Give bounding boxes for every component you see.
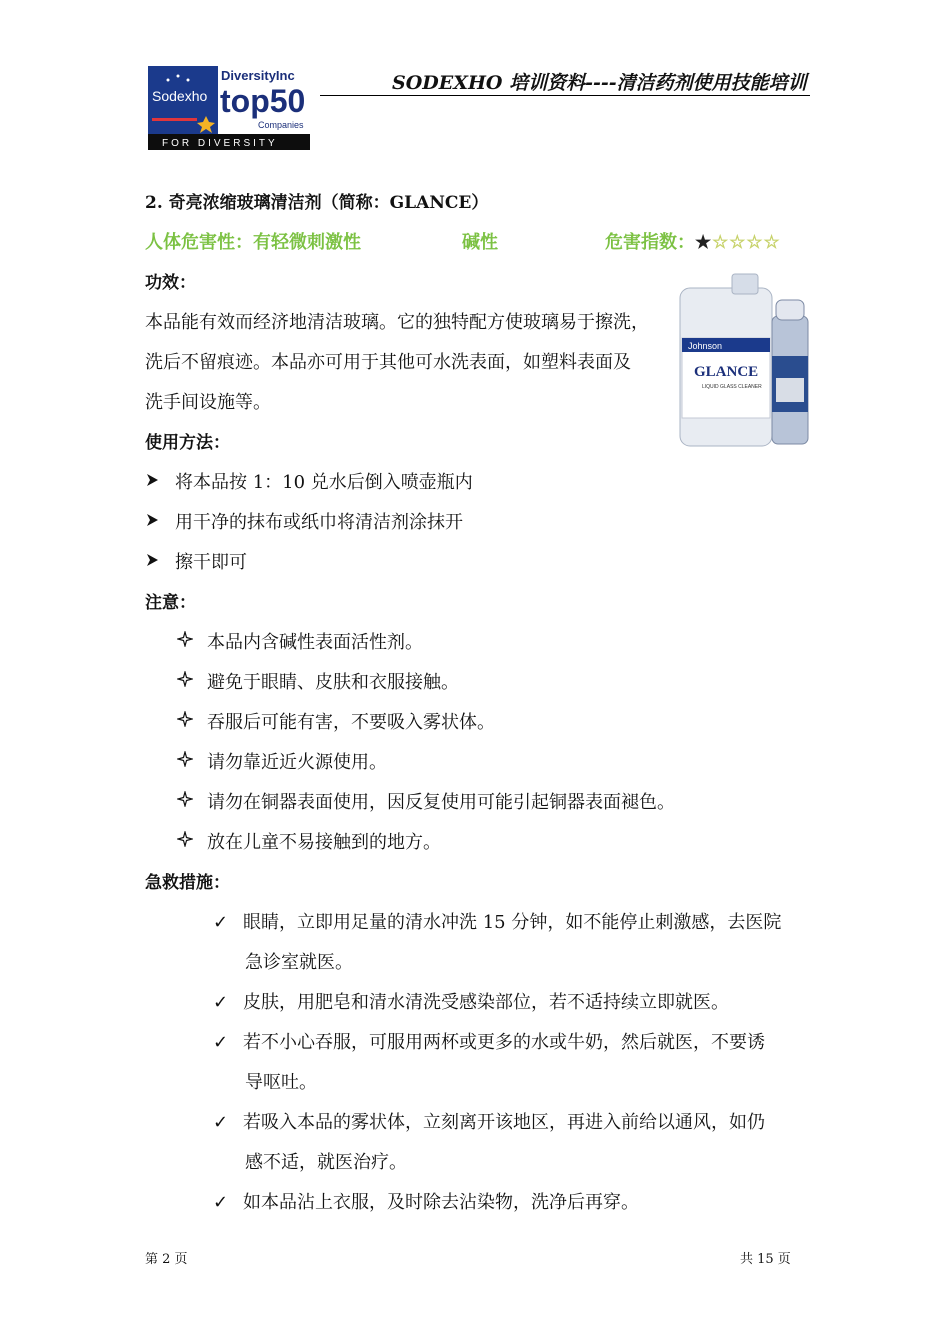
list-item [145,468,473,494]
note-text: 吞服后可能有害，不要吸入雾状体。 [207,712,495,733]
first-aid-text: 若不小心吞服，可服用两杯或更多的水或牛奶，然后就医，不要诱 [243,1032,765,1053]
hazard-type: 碱性 [462,232,498,253]
company-logo [148,66,310,150]
usage-step: 将本品按 1：10 兑水后倒入喷壶瓶内 [175,472,473,493]
sparkle-bullet-icon [177,631,207,652]
list-item [145,508,463,534]
list-item [177,828,441,854]
sodexho-diversity-logo-icon [148,66,310,150]
note-text: 放在儿童不易接触到的地方。 [207,832,441,853]
checkmark-icon: ✓ [213,1112,229,1133]
list-item [213,1188,639,1214]
list-item [213,1028,765,1054]
note-text: 请勿在铜器表面使用，因反复使用可能引起铜器表面褪色。 [207,792,675,813]
arrow-bullet-icon [145,511,175,532]
arrow-bullet-icon [145,471,175,492]
first-aid-text: 眼睛，立即用足量的清水冲洗 15 分钟，如不能停止刺激感，去医院 [243,912,782,933]
product-image [672,270,812,452]
checkmark-icon: ✓ [213,912,229,933]
sparkle-bullet-icon [177,751,207,772]
checkmark-icon: ✓ [213,1192,229,1213]
efficacy-heading: 功效： [145,273,196,293]
section-title: 2. 奇亮浓缩玻璃清洁剂（简称：GLANCE） [145,193,489,213]
page-number: 第 2 页 [145,1252,188,1267]
svg-text:top50: top50 [220,83,306,119]
page-total: 共 15 页 [740,1252,791,1267]
first-aid-text: 如本品沾上衣服，及时除去沾染物，洗净后再穿。 [243,1192,639,1213]
document-header-title: SODEXHO 培训资料----清洁药剂使用技能培训 [392,72,807,94]
sparkle-bullet-icon [177,791,207,812]
list-item [177,708,495,734]
efficacy-line: 洗手间设施等。 [145,392,271,413]
svg-text:DiversityInc: DiversityInc [221,68,295,83]
glance-product-icon [672,270,812,452]
hazard-human: 人体危害性：有轻微刺激性 [145,232,361,253]
usage-step: 擦干即可 [175,552,247,573]
list-item [145,548,247,574]
first-aid-continuation: 感不适，就医治疗。 [245,1152,407,1173]
sparkle-bullet-icon [177,671,207,692]
svg-text:GLANCE: GLANCE [694,364,759,380]
svg-text:Companies: Companies [258,120,304,130]
note-text: 请勿靠近近火源使用。 [207,752,387,773]
efficacy-line: 洗后不留痕迹。本品亦可用于其他可水洗表面，如塑料表面及 [145,352,631,373]
svg-text:Sodexho: Sodexho [152,88,208,104]
list-item [177,748,387,774]
checkmark-icon: ✓ [213,992,229,1013]
hazard-rating-stars [695,232,781,253]
hazard-index [605,228,781,254]
sparkle-bullet-icon [177,831,207,852]
first-aid-continuation: 急诊室就医。 [245,952,353,973]
list-item [177,628,423,654]
notes-heading: 注意： [145,593,196,613]
usage-heading: 使用方法： [145,433,230,453]
list-item [213,988,729,1014]
list-item [177,668,459,694]
sparkle-bullet-icon [177,711,207,732]
list-item [177,788,675,814]
first-aid-heading: 急救措施： [145,873,230,893]
first-aid-text: 若吸入本品的雾状体，立刻离开该地区，再进入前给以通风，如仍 [243,1112,765,1133]
svg-text:LIQUID GLASS CLEANER: LIQUID GLASS CLEANER [702,384,762,390]
header-divider [320,95,810,96]
list-item [213,908,781,934]
svg-text:FOR DIVERSITY: FOR DIVERSITY [162,138,278,149]
first-aid-continuation: 导呕吐。 [245,1072,317,1093]
checkmark-icon: ✓ [213,1032,229,1053]
star-empty-icon: ☆☆☆☆ [712,232,781,253]
hazard-index-label: 危害指数： [605,232,695,253]
efficacy-line: 本品能有效而经济地清洁玻璃。它的独特配方使玻璃易于擦洗， [145,312,649,333]
svg-text:Johnson: Johnson [688,341,723,351]
star-filled-icon: ★ [695,232,713,253]
usage-step: 用干净的抹布或纸巾将清洁剂涂抹开 [175,512,463,533]
first-aid-text: 皮肤，用肥皂和清水清洗受感染部位，若不适持续立即就医。 [243,992,729,1013]
list-item [213,1108,765,1134]
note-text: 避免于眼睛、皮肤和衣服接触。 [207,672,459,693]
note-text: 本品内含碱性表面活性剂。 [207,632,423,653]
arrow-bullet-icon [145,551,175,572]
